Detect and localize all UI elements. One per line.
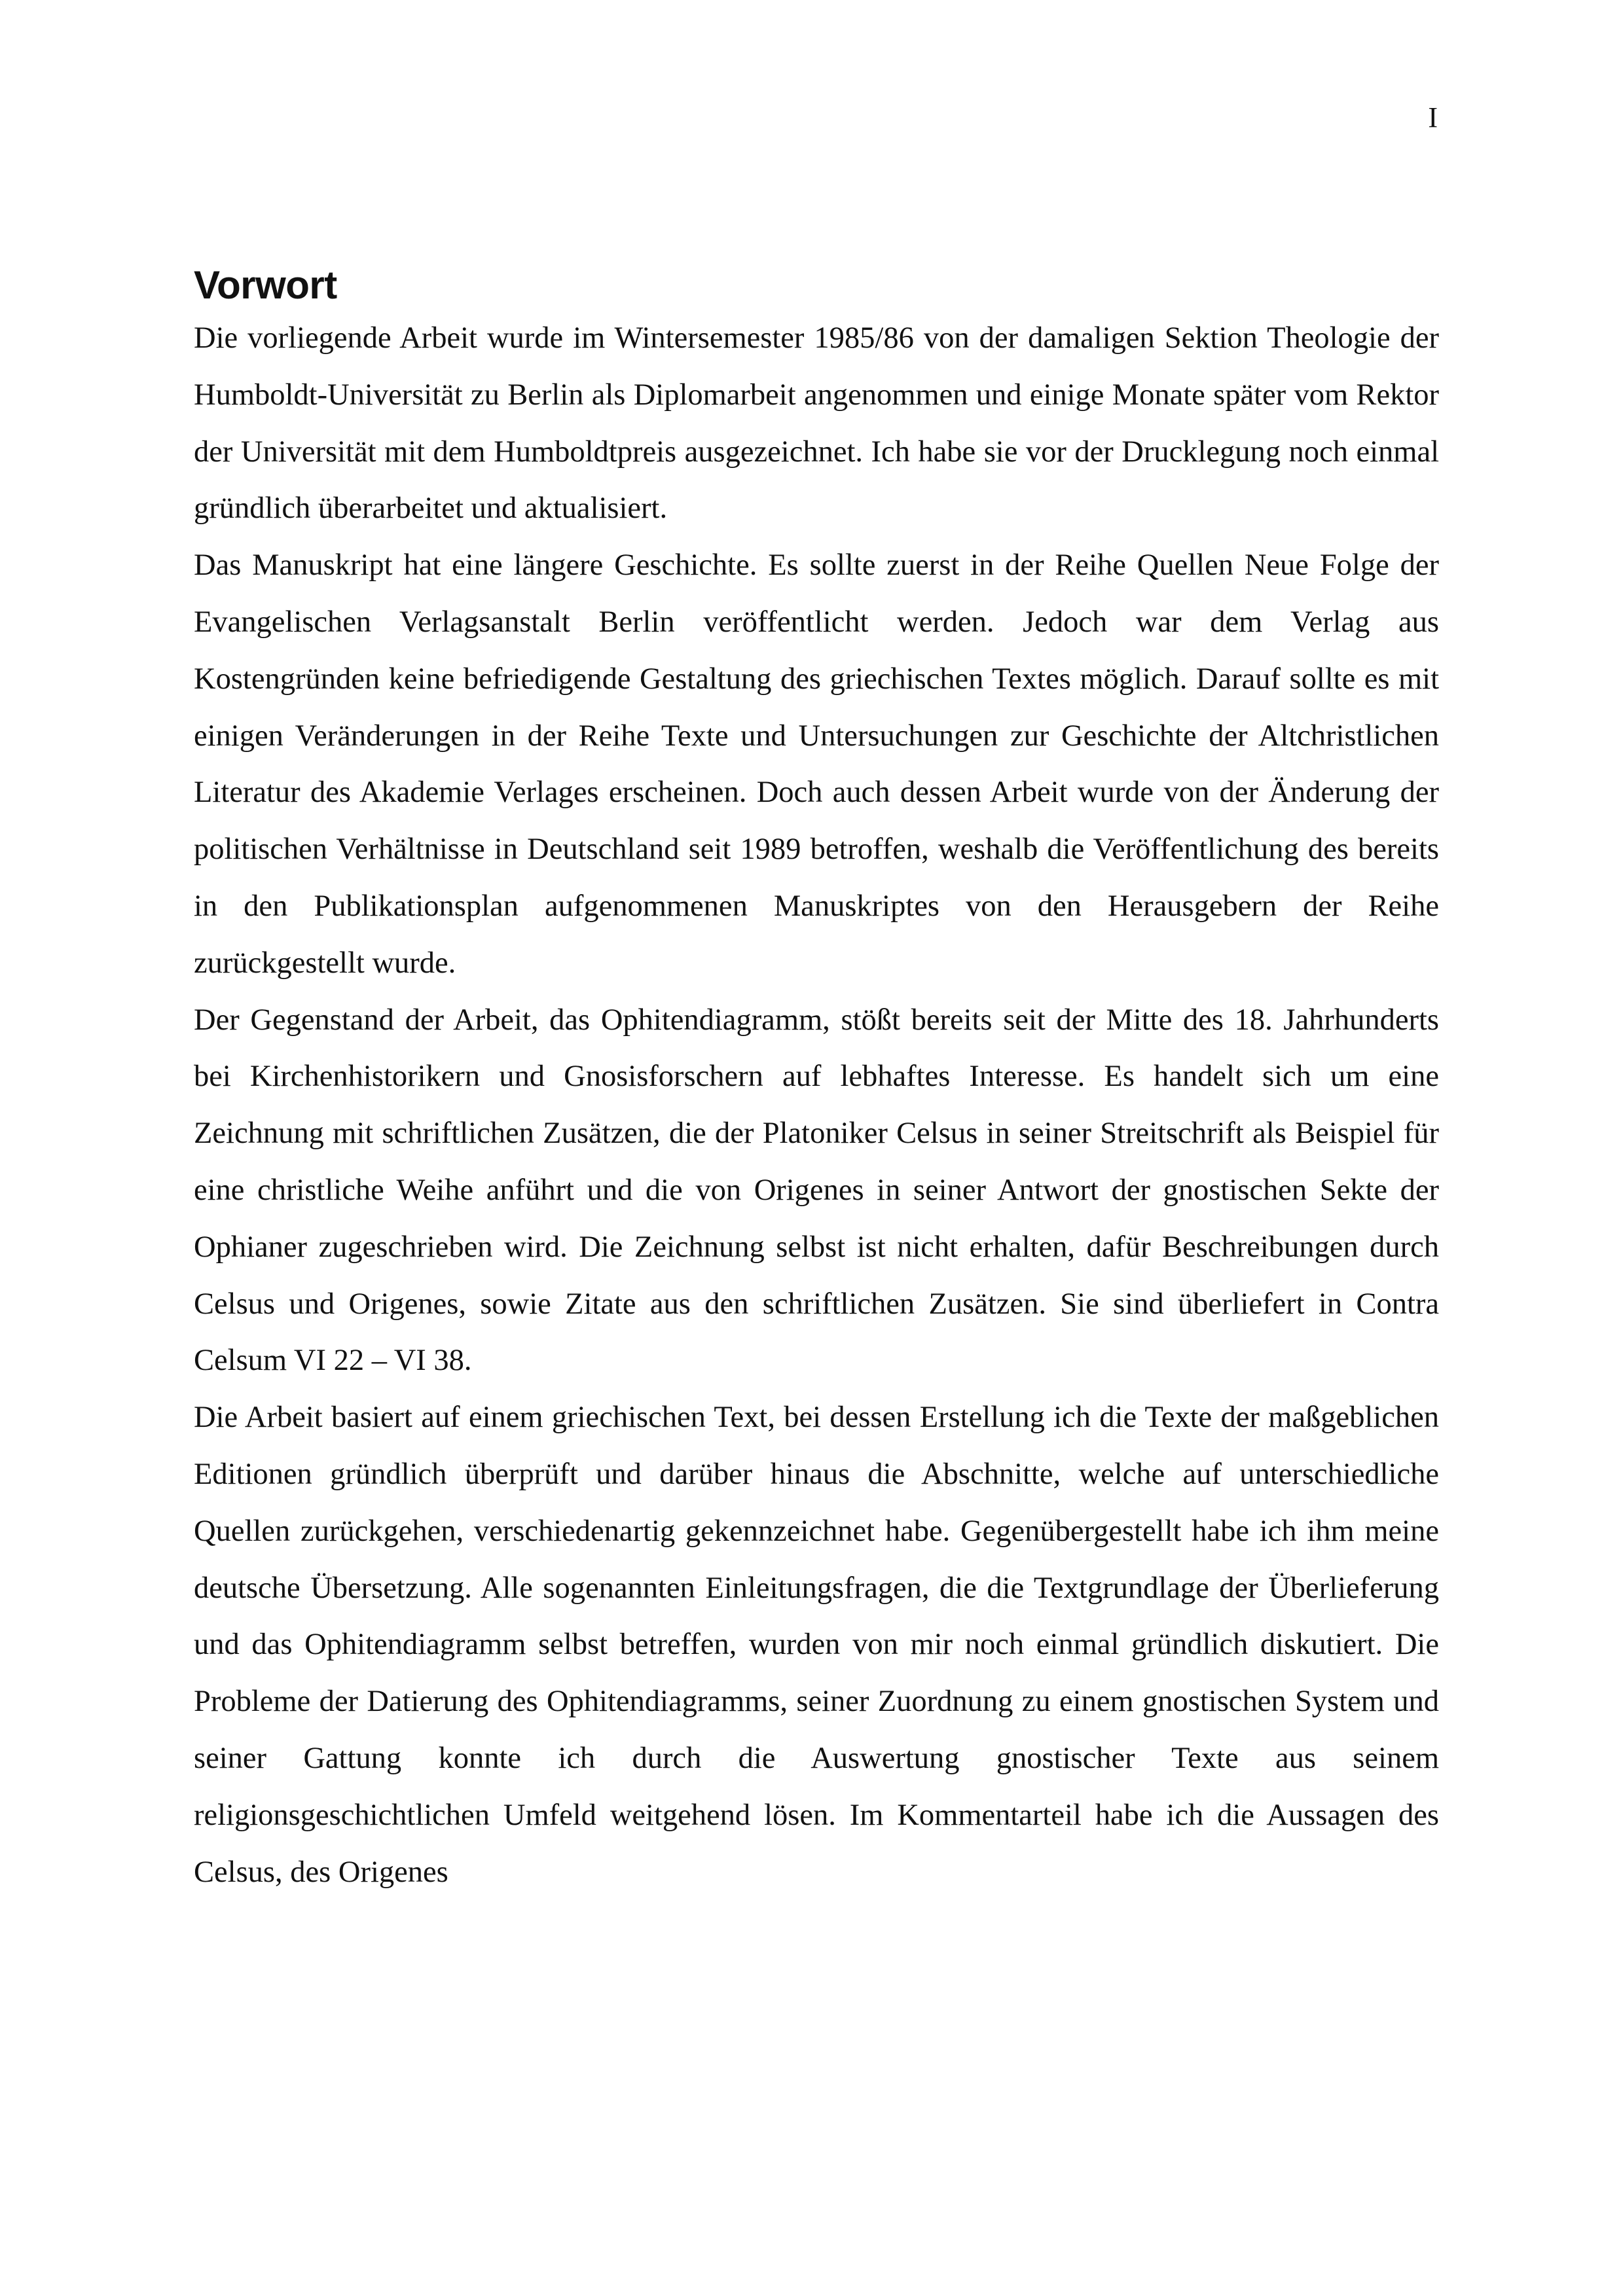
paragraph-4: Die Arbeit basiert auf einem griechischen Text, bei dessen Erstellung ich die Texte der maßgeblichen Editionen gründlich überprüft und darüber hinaus die Abschnitte, welche auf unterschiedliche Quellen zurückgehen, verschiedenartig gekennzeichnet habe. Gegenübergestellt habe ich ihm meine deutsche Übersetzung. Alle sogenannten Einleitungsfragen, die die Textgrundlage der Überlieferung und das Ophitendiagramm selbst betreffen, wurden von mir noch einmal gründlich diskutiert. Die Probleme der Datierung des Ophitendiagramms, seiner Zuordnung zu einem gnostischen System und seiner Gattung konnte ich durch die Auswertung gnostischer Texte aus seinem religionsgeschichtlichen Umfeld weitgehend lösen. Im Kommentarteil habe ich die Aussagen des Celsus, des Origenes: [194, 1401, 1439, 1889]
paragraph-2: Das Manuskript hat eine längere Geschichte. Es sollte zuerst in der Reihe Quellen Neue Folge der Evangelischen Verlagsanstalt Berlin veröffentlicht werden. Jedoch war dem Verlag aus Kostengründen keine befriedigende Gestaltung des griechischen Textes möglich. Darauf sollte es mit einigen Veränderungen in der Reihe Texte und Untersuchungen zur Geschichte der Altchristlichen Literatur des Akademie Verlages erscheinen. Doch auch dessen Arbeit wurde von der Änderung der politischen Verhältnisse in Deutschland seit 1989 betroffen, weshalb die Veröffentlichung des bereits in den Publikationsplan aufgenommenen Manuskriptes von den Herausgebern der Reihe zurückgestellt wurde.: [194, 548, 1439, 980]
page-content: [194, 260, 1439, 1901]
paragraph-1: Die vorliegende Arbeit wurde im Wintersemester 1985/86 von der damaligen Sektion Theologie der Humboldt-Universität zu Berlin als Diplomarbeit angenommen und einige Monate später vom Rektor der Universität mit dem Humboldtpreis ausgezeichnet. Ich habe sie vor der Drucklegung noch einmal gründlich überarbeitet und aktualisiert.: [194, 321, 1439, 526]
page-title: Vorwort: [194, 263, 337, 307]
page-number: I: [1428, 101, 1438, 134]
paragraph-3: Der Gegenstand der Arbeit, das Ophitendiagramm, stößt bereits seit der Mitte des 18. Jahrhunderts bei Kirchenhistorikern und Gnosisforschern auf lebhaftes Interesse. Es handelt sich um eine Zeichnung mit schriftlichen Zusätzen, die der Platoniker Celsus in seiner Streitschrift als Beispiel für eine christliche Weihe anführt und die von Origenes in seiner Antwort der gnostischen Sekte der Ophianer zugeschrieben wird. Die Zeichnung selbst ist nicht erhalten, dafür Beschreibungen durch Celsus und Origenes, sowie Zitate aus den schriftlichen Zusätzen. Sie sind überliefert in Contra Celsum VI 22 – VI 38.: [194, 1003, 1439, 1378]
